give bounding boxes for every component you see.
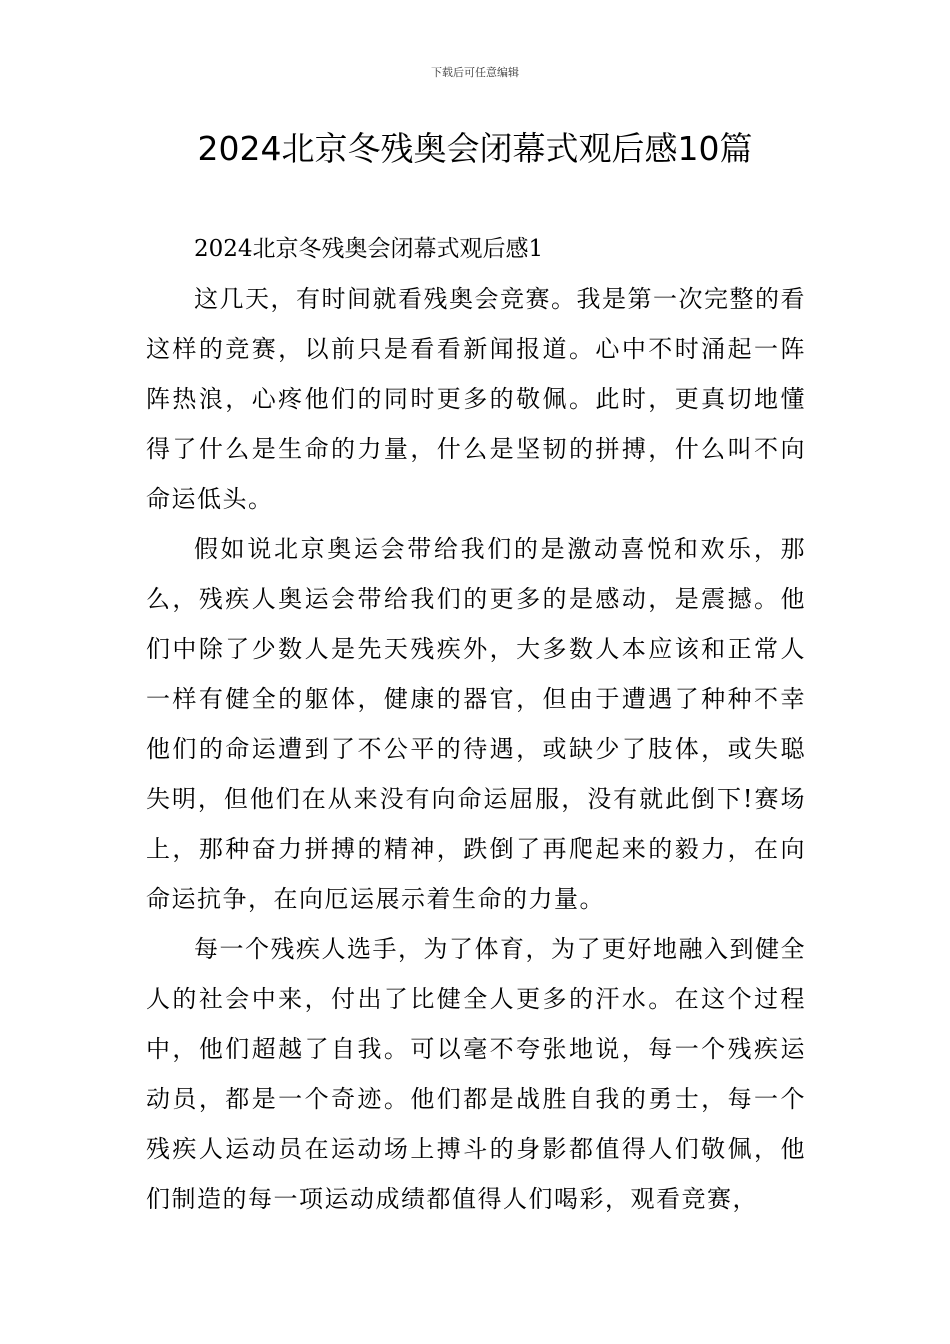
paragraph-3: 每一个残疾人选手，为了体育，为了更好地融入到健全人的社会中来，付出了比健全人更多的汗水。在这个过程中，他们超越了自我。可以毫不夸张地说，每一个残疾运动员，都是一个奇迹。他们都是战胜自我的勇士，每一个残疾人运动员在运动场上搏斗的身影都值得人们敬佩，他们制造的每一项运动成绩都值得人们喝彩，观看竞赛，	[146, 935, 806, 1213]
header-note: 下载后可任意编辑	[431, 66, 519, 79]
paragraph-2: 假如说北京奥运会带给我们的是激动喜悦和欢乐，那么，残疾人奥运会带给我们的更多的是感动，是震撼。他们中除了少数人是先天残疾外，大多数人本应该和正常人一样有健全的躯体，健康的器官，但由于遭遇了种种不幸他们的命运遭到了不公平的待遇，或缺少了肢体，或失聪失明，但他们在从来没有向命运屈服，没有就此倒下!赛场上，那种奋力拼搏的精神，跌倒了再爬起来的毅力，在向命运抗争，在向厄运展示着生命的力量。	[146, 535, 806, 913]
document-body	[146, 224, 806, 1224]
section-heading: 2024北京冬残奥会闭幕式观后感1	[194, 236, 544, 262]
paragraph-1: 这几天，有时间就看残奥会竞赛。我是第一次完整的看这样的竞赛，以前只是看看新闻报道。心中不时涌起一阵阵热浪，心疼他们的同时更多的敬佩。此时，更真切地懂得了什么是生命的力量，什么是坚韧的拼搏，什么叫不向命运低头。	[146, 285, 806, 513]
document-title: 2024北京冬残奥会闭幕式观后感10篇	[197, 129, 753, 168]
